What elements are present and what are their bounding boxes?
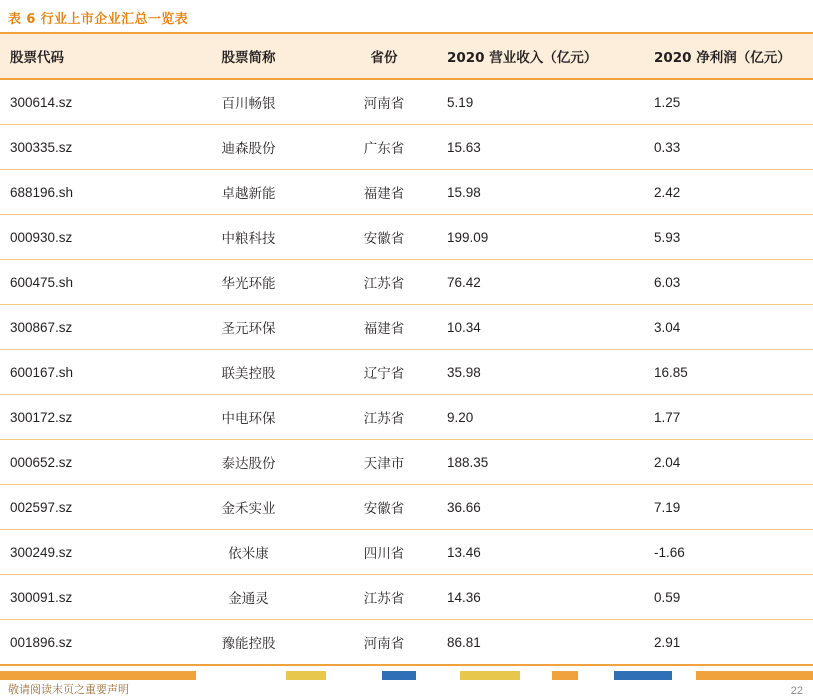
table-header-row [0,33,813,79]
footer-stripe-5 [416,671,460,680]
table-row [0,575,813,620]
table-row [0,260,813,305]
footer-stripe-7 [520,671,552,680]
cell-stock-code: 600167.sh [0,350,166,395]
cell-stock-code: 300335.sz [0,125,166,170]
footer-stripe-10 [614,671,672,680]
cell-net-profit: 6.03 [644,260,813,305]
table-header [0,33,813,79]
cell-stock-code: 300614.sz [0,79,166,125]
cell-revenue: 188.35 [437,440,644,485]
cell-province: 江苏省 [331,575,437,620]
cell-stock-name: 金通灵 [166,575,331,620]
footer-stripe-12 [696,671,813,680]
footer-stripe-2 [286,671,326,680]
cell-stock-code: 000930.sz [0,215,166,260]
cell-stock-code: 300091.sz [0,575,166,620]
cell-province: 河南省 [331,620,437,666]
table-row [0,440,813,485]
cell-stock-code: 001896.sz [0,620,166,666]
cell-stock-name: 迪森股份 [166,125,331,170]
footer-stripe-11 [672,671,696,680]
column-header-net-profit-2020: 2020 净利润（亿元） [644,33,813,79]
cell-province: 安徽省 [331,215,437,260]
footer-stripe-3 [326,671,382,680]
cell-stock-name: 泰达股份 [166,440,331,485]
cell-revenue: 15.98 [437,170,644,215]
cell-province: 福建省 [331,170,437,215]
footer-stripe-9 [578,671,614,680]
column-header-stock-code: 股票代码 [0,33,166,79]
cell-stock-code: 000652.sz [0,440,166,485]
cell-revenue: 10.34 [437,305,644,350]
cell-province: 河南省 [331,79,437,125]
cell-net-profit: 5.93 [644,215,813,260]
cell-revenue: 36.66 [437,485,644,530]
cell-net-profit: 2.04 [644,440,813,485]
cell-revenue: 9.20 [437,395,644,440]
cell-stock-name: 圣元环保 [166,305,331,350]
cell-revenue: 199.09 [437,215,644,260]
cell-province: 安徽省 [331,485,437,530]
column-header-revenue-2020: 2020 营业收入（亿元） [437,33,644,79]
cell-revenue: 5.19 [437,79,644,125]
table-row [0,485,813,530]
table-row [0,170,813,215]
cell-net-profit: 3.04 [644,305,813,350]
cell-stock-name: 依米康 [166,530,331,575]
cell-stock-code: 300249.sz [0,530,166,575]
cell-net-profit: 2.42 [644,170,813,215]
footer-stripe-0 [0,671,196,680]
cell-stock-name: 百川畅银 [166,79,331,125]
footer-stripe-8 [552,671,578,680]
footer-stripe-4 [382,671,416,680]
cell-province: 四川省 [331,530,437,575]
cell-net-profit: 7.19 [644,485,813,530]
cell-net-profit: 1.25 [644,79,813,125]
cell-net-profit: 1.77 [644,395,813,440]
cell-province: 广东省 [331,125,437,170]
cell-stock-name: 联美控股 [166,350,331,395]
page-number: 22 [790,685,803,697]
cell-province: 辽宁省 [331,350,437,395]
cell-revenue: 13.46 [437,530,644,575]
cell-stock-name: 豫能控股 [166,620,331,666]
table-row [0,125,813,170]
cell-stock-name: 金禾实业 [166,485,331,530]
table-row [0,79,813,125]
cell-revenue: 76.42 [437,260,644,305]
cell-revenue: 86.81 [437,620,644,666]
table-row [0,215,813,260]
cell-province: 天津市 [331,440,437,485]
page-footer [0,660,813,698]
cell-net-profit: -1.66 [644,530,813,575]
cell-net-profit: 0.33 [644,125,813,170]
cell-revenue: 35.98 [437,350,644,395]
cell-stock-name: 中电环保 [166,395,331,440]
cell-net-profit: 0.59 [644,575,813,620]
table-row [0,350,813,395]
cell-stock-code: 002597.sz [0,485,166,530]
footer-disclaimer: 敬请阅读末页之重要声明 [8,683,129,696]
cell-revenue: 15.63 [437,125,644,170]
cell-net-profit: 16.85 [644,350,813,395]
cell-province: 江苏省 [331,395,437,440]
cell-revenue: 14.36 [437,575,644,620]
table-caption: 表 6 行业上市企业汇总一览表 [8,12,189,27]
table-row [0,305,813,350]
table-row [0,395,813,440]
footer-decorative-stripes [0,671,813,680]
column-header-province: 省份 [331,33,437,79]
footer-stripe-6 [460,671,520,680]
cell-province: 福建省 [331,305,437,350]
cell-stock-name: 卓越新能 [166,170,331,215]
cell-stock-code: 600475.sh [0,260,166,305]
cell-province: 江苏省 [331,260,437,305]
cell-stock-name: 华光环能 [166,260,331,305]
column-header-stock-name: 股票简称 [166,33,331,79]
cell-stock-code: 300172.sz [0,395,166,440]
company-summary-table [0,32,813,666]
cell-stock-name: 中粮科技 [166,215,331,260]
table-row [0,620,813,666]
cell-stock-code: 300867.sz [0,305,166,350]
table-row [0,530,813,575]
cell-net-profit: 2.91 [644,620,813,666]
table-body [0,79,813,665]
cell-stock-code: 688196.sh [0,170,166,215]
footer-stripe-1 [196,671,286,680]
